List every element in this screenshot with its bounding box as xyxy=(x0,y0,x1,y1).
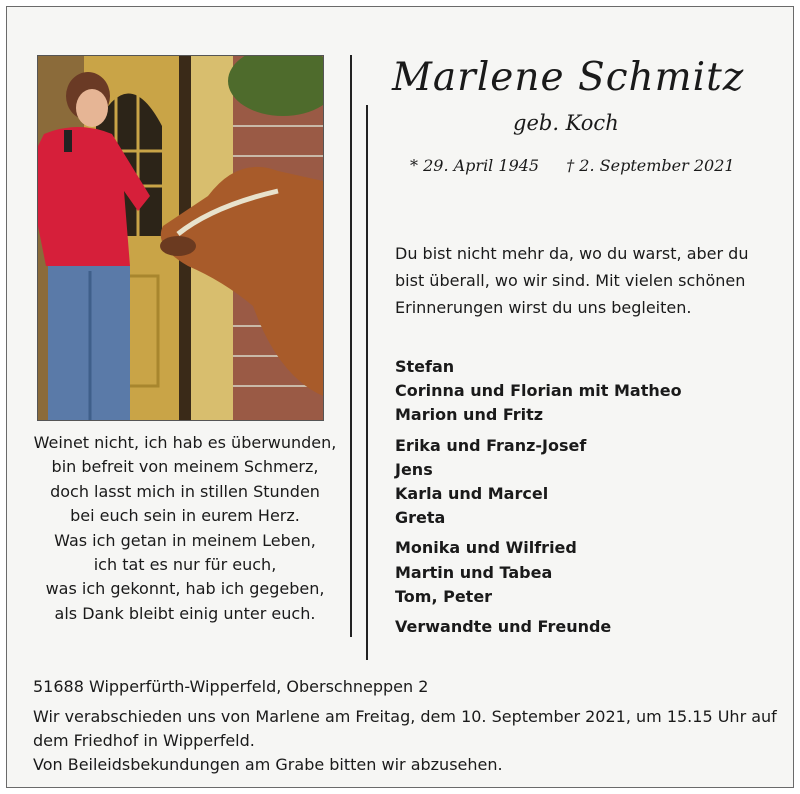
mourner-name: Marion und Fritz xyxy=(395,405,544,425)
poem-line: doch lasst mich in stillen Stunden xyxy=(50,481,320,501)
life-dates xyxy=(410,156,740,175)
poem-line: Was ich getan in meinem Leben, xyxy=(54,530,316,550)
poem-line: was ich gekonnt, hab ich gegeben, xyxy=(45,579,325,599)
mourner-name: Karla und Marcel xyxy=(395,484,549,504)
mourner-name: Jens xyxy=(395,459,433,479)
address: 51688 Wipperfürth-Wipperfeld, Oberschneppen 2 xyxy=(33,677,429,696)
mourner-name: Martin und Tabea xyxy=(395,562,553,582)
divider-line xyxy=(350,55,352,637)
quote-line: bist überall, wo wir sind. Mit vielen schönen xyxy=(395,271,746,290)
birth-date: * 29. April 1945 xyxy=(410,156,540,175)
poem-line: Weinet nicht, ich hab es überwunden, xyxy=(33,433,337,452)
mourner-name: Erika und Franz-Josef xyxy=(395,435,587,455)
poem-line: als Dank bleibt einig unter euch. xyxy=(54,603,316,623)
service-info: dem Friedhof in Wipperfeld. xyxy=(33,731,255,750)
condolence-note: Von Beileidsbekundungen am Grabe bitten wir abzusehen. xyxy=(33,755,503,774)
mourner-group xyxy=(395,615,682,639)
divider-line xyxy=(366,105,368,660)
footer xyxy=(33,675,793,777)
poem-line: ich tat es nur für euch, xyxy=(93,555,277,575)
deceased-name: Marlene Schmitz xyxy=(392,55,745,100)
portrait-photo xyxy=(37,55,324,421)
maiden-name: geb. Koch xyxy=(513,111,619,135)
service-info: Wir verabschieden uns von Marlene am Freitag, dem 10. September 2021, um 15.15 Uhr auf xyxy=(33,707,777,726)
mourner-name: Stefan xyxy=(395,357,455,376)
mourner-group xyxy=(395,434,682,531)
quote-line: Du bist nicht mehr da, wo du warst, aber du xyxy=(395,244,749,263)
mourners-list xyxy=(395,355,682,645)
mourner-name: Verwandte und Freunde xyxy=(395,617,612,637)
mourner-name: Greta xyxy=(395,508,446,528)
mourner-group xyxy=(395,536,682,609)
quote xyxy=(395,240,775,321)
mourner-name: Corinna und Florian mit Matheo xyxy=(395,381,682,401)
mourner-name: Monika und Wilfried xyxy=(395,538,577,558)
mourner-name: Tom, Peter xyxy=(395,586,493,606)
poem xyxy=(20,431,350,626)
death-date: † 2. September 2021 xyxy=(566,156,735,175)
mourner-group xyxy=(395,355,682,428)
poem-line: bei euch sein in eurem Herz. xyxy=(70,506,300,526)
poem-line: bin befreit von meinem Schmerz, xyxy=(51,457,319,477)
quote-line: Erinnerungen wirst du uns begleiten. xyxy=(395,298,692,317)
